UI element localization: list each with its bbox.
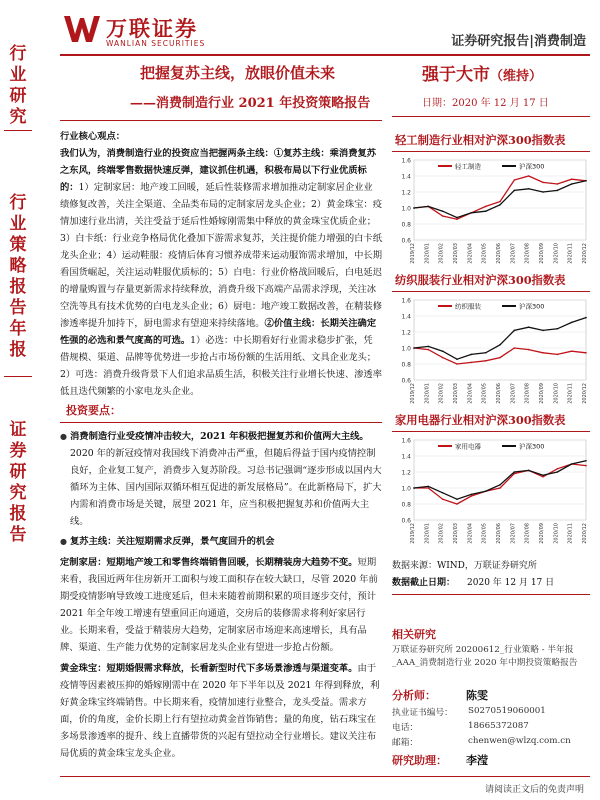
- chart-appliance: [392, 434, 590, 544]
- data-point: [585, 317, 587, 319]
- gold-paragraph: [60, 660, 382, 762]
- data-point: [557, 328, 559, 330]
- data-point: [442, 210, 444, 212]
- x-tick-label: 2020/06: [496, 383, 502, 404]
- related-heading: 相关研究: [392, 628, 436, 641]
- data-point: [499, 487, 501, 489]
- rating-badge: [422, 60, 542, 85]
- x-tick-label: 2020/10: [553, 243, 560, 264]
- y-tick-label: 1.2: [401, 469, 411, 477]
- band-char: 究: [9, 107, 27, 127]
- band-char: 券: [9, 441, 27, 461]
- y-tick-label: 1.2: [401, 329, 411, 337]
- report-body: [60, 128, 382, 762]
- legend-label: 沪深300: [519, 442, 545, 451]
- data-point: [542, 182, 544, 184]
- data-point: [428, 346, 430, 348]
- data-point: [571, 322, 573, 324]
- legend-label: 轻工制造: [455, 162, 481, 171]
- x-tick-label: 2019/12: [410, 243, 416, 264]
- analyst-phone: [392, 721, 529, 733]
- y-tick-label: 1.2: [401, 189, 411, 197]
- band-label-report: [8, 420, 28, 546]
- data-point: [413, 207, 415, 209]
- y-tick-label: 0.8: [401, 501, 411, 509]
- analyst-phone-label: 电话：: [392, 723, 419, 733]
- report-type: 证券研究报告|消费制造: [451, 34, 586, 49]
- x-tick-label: 2020/01: [424, 243, 431, 264]
- analyst-name: 陈雯: [466, 689, 488, 702]
- band-char: 证: [9, 420, 27, 440]
- series-line-industry: [414, 176, 586, 219]
- data-point: [514, 347, 516, 349]
- data-point: [585, 180, 587, 182]
- home-paragraph: [60, 554, 382, 656]
- y-tick-label: 1.6: [401, 297, 411, 305]
- x-tick-label: 2020/05: [481, 383, 488, 404]
- bullet-dot-icon: ●: [60, 537, 67, 546]
- band-char: 行: [9, 44, 27, 64]
- data-point: [557, 354, 559, 356]
- x-tick-label: 2020/07: [510, 523, 517, 544]
- invest-points-heading: 投资要点：: [66, 404, 121, 417]
- x-tick-label: 2020/03: [453, 383, 459, 404]
- x-tick-label: 2020/12: [582, 523, 588, 544]
- x-tick-label: 2019/12: [410, 523, 416, 544]
- x-tick-label: 2020/09: [539, 383, 545, 404]
- x-tick-label: 2020/02: [438, 383, 445, 404]
- data-point: [442, 492, 444, 494]
- analyst-cert-label: 执业证书编号：: [392, 708, 453, 718]
- core-view-text: 1）定制家居：地产竣工回暖，延后性装修需求增加推动定制家居企业业绩修复改善，关注全渠道、全品类布局的定制家居龙头企业；2）黄金珠宝：疫情加速行业出清，关注受益于延后性婚嫁刚需集中释放的黄金珠宝优质企业；3）白卡纸：行业竞争格局优化叠加下游需求复苏，关注提价能力增强的白卡纸龙头企业；4）运动鞋服：疫情后体育习惯养成带来运动服饰需求增加，中长期看国货崛起，关注运动鞋服优质标的；5）白电：行业价格战回暖后，白电延迟的增量购置与存量更新需求持续释放，消费升级下高端产品需求浮现，关注冰空洗等具有技术优势的白电龙头企业；6）厨电：地产竣工数据改善，在精装修渗透率提升加持下，厨电需求有望迎来持续落地。: [60, 182, 383, 329]
- related-link[interactable]: 万联证券研究所 20200612_行业策略 - 半年报_AAA_消费制造行业 2020 年中期投资策略报告: [392, 645, 578, 668]
- series-line-hs300: [414, 181, 586, 218]
- y-tick-label: 1.0: [401, 205, 411, 213]
- data-point: [442, 357, 444, 359]
- home-text: 短期来看，我国近两年住房新开工面积与竣工面积存在较大缺口，尽管 2020 年前期受疫情影响导致竣工进度延后，但未来随着前期积累的项目逐步交付，预计 2021 年全年竣工增速有望重回正向通道，交房后的装修需求将利好家居行业。长期来看，受益于精装房大趋势，定制家居市场迎来高速增长，具有品牌、渠道、生产能力优势的定制家居龙头企业有望进一步抢占份额。: [60, 557, 378, 653]
- plot-frame: [414, 440, 586, 520]
- x-tick-label: 2020/04: [467, 383, 474, 404]
- x-tick-label: 2020/10: [553, 523, 560, 544]
- data-point: [485, 210, 487, 212]
- data-point: [485, 352, 487, 354]
- data-point: [571, 350, 573, 352]
- footer-disclaimer: 请阅读正文后的免责声明: [484, 785, 584, 795]
- data-point: [456, 503, 458, 505]
- chart-divider: [392, 151, 590, 152]
- data-point: [485, 206, 487, 208]
- bullet1-text: 2020 年的新冠疫情对我国线下消费冲击严重，但随后得益于国内疫情控制良好，企业复工复产，消费步入复苏阶段。习总书记强调“逐步形成以国内大循环为主体、国内国际双循环相互促进的新发展格局”。在此新格局下，扩大内需和消费市场是关键，展望 2021 年，应当积极把握复苏和价值两大主线。: [70, 448, 382, 527]
- right-divider: [392, 116, 590, 117]
- data-point: [456, 363, 458, 365]
- analyst-email-label: 邮箱：: [392, 738, 419, 748]
- y-tick-label: 1.6: [401, 157, 411, 165]
- x-tick-label: 2020/12: [582, 243, 588, 264]
- y-tick-label: 1.4: [401, 173, 411, 181]
- x-tick-label: 2020/07: [510, 383, 517, 404]
- data-date-value: 2020 年 12 月 17 日: [467, 578, 555, 588]
- x-tick-label: 2020/08: [524, 243, 531, 264]
- band-char: 业: [9, 214, 27, 234]
- data-point: [456, 217, 458, 219]
- data-point: [542, 352, 544, 354]
- data-point: [456, 218, 458, 220]
- chart-title-light: 轻工制造行业相对沪深300指数表: [395, 133, 566, 147]
- data-point: [542, 191, 544, 193]
- data-point: [571, 178, 573, 180]
- legend-label: 沪深300: [519, 302, 545, 311]
- data-point: [442, 350, 444, 352]
- analyst-email-value[interactable]: chenwen@wlzq.com.cn: [468, 736, 571, 746]
- data-point: [485, 490, 487, 492]
- band-char: 告: [9, 298, 27, 318]
- data-point: [428, 487, 430, 489]
- data-point: [557, 183, 559, 185]
- chart-title-textile: 纺织服装行业相对沪深300指数表: [395, 273, 566, 287]
- band-char: 行: [9, 193, 27, 213]
- plot-frame: [414, 160, 586, 240]
- analyst-cert-value: S0270519060001: [468, 706, 546, 716]
- x-tick-label: 2020/09: [539, 523, 545, 544]
- data-point: [571, 463, 573, 465]
- data-point: [456, 358, 458, 360]
- data-point: [413, 487, 415, 489]
- data-point: [514, 471, 516, 473]
- x-tick-label: 2020/04: [467, 523, 474, 544]
- band-label-research: [8, 44, 28, 128]
- chart-textile: [392, 294, 590, 404]
- y-tick-label: 0.6: [401, 237, 411, 245]
- y-tick-label: 1.4: [401, 453, 411, 461]
- core-view-bold-2: ②价值主线：长期关注确定性强的必选和景气度高的可选。: [60, 318, 377, 346]
- x-tick-label: 2020/02: [438, 523, 445, 544]
- chart-light-industry: [392, 154, 590, 264]
- band-divider: [4, 376, 32, 377]
- x-tick-label: 2020/10: [553, 383, 560, 404]
- data-source: 数据来源：WIND，万联证券研究所: [392, 561, 537, 571]
- data-point: [528, 175, 530, 177]
- y-tick-label: 0.6: [401, 377, 411, 385]
- analyst-email: [392, 736, 571, 748]
- analyst-cert: [392, 706, 546, 718]
- rating-label: 强于大市: [422, 65, 490, 85]
- bullet2-bold: 复苏主线：关注短期需求反弹，景气度回升的机会: [70, 536, 275, 547]
- x-tick-label: 2020/01: [424, 523, 431, 544]
- chart-title-appliance: 家用电器行业相对沪深300指数表: [395, 413, 566, 427]
- band-char: 告: [9, 525, 27, 545]
- page-title: 把握复苏主线，放眼价值未来: [140, 64, 336, 82]
- band-char: 研: [9, 462, 27, 482]
- data-point: [413, 347, 415, 349]
- band-char: 业: [9, 65, 27, 85]
- y-tick-label: 0.8: [401, 361, 411, 369]
- company-logo: [62, 10, 232, 50]
- data-point: [528, 470, 530, 472]
- wanlian-logo-icon: [62, 12, 102, 46]
- page-subtitle: ——消费制造行业 2021 年投资策略报告: [130, 96, 371, 111]
- core-view-bold: 我们认为，消费制造行业的投资应当把握两条主线：①复苏主线：乘消费复苏之东风，终端零售数据快速反弹，建议抓住机遇，积极布局以下行业优质标的：: [60, 148, 377, 193]
- assistant-heading: 研究助理：: [392, 754, 447, 767]
- y-tick-label: 1.4: [401, 313, 411, 321]
- x-tick-label: 2020/03: [453, 243, 459, 264]
- legend-label: 沪深300: [519, 162, 545, 171]
- invest-divider: [60, 422, 382, 423]
- band-char: 报: [9, 504, 27, 524]
- x-tick-label: 2020/09: [539, 243, 545, 264]
- y-tick-label: 0.8: [401, 221, 411, 229]
- home-bold: 定制家居：短期地产竣工和零售终端销售回暖，长期精装房大趋势不变。: [60, 557, 358, 568]
- gold-bold: 黄金珠宝：短期婚假需求释放，长看新型时代下多场景渗透与渠道变革。: [60, 663, 358, 674]
- x-tick-label: 2020/07: [510, 243, 517, 264]
- y-tick-label: 0.6: [401, 517, 411, 525]
- data-point: [428, 349, 430, 351]
- series-line-hs300: [414, 461, 586, 499]
- data-point: [571, 183, 573, 185]
- data-point: [557, 471, 559, 473]
- bullet-dot-icon: ●: [60, 432, 67, 441]
- chart-divider: [392, 291, 590, 292]
- x-tick-label: 2020/06: [496, 243, 502, 264]
- band-char: 研: [9, 86, 27, 106]
- data-point: [471, 494, 473, 496]
- gold-text: 由于疫情等因素被压抑的婚嫁刚需中在 2020 年下半年以及 2021 年得到释放，利好黄金珠宝终端销售。中长期来看，疫情加速行业整合，龙头受益。需求方面，价的角度，金价长期上行有望拉动黄金首饰销售；量的角度，钻石珠宝在多场景渗透率的提升、线上直播带货的兴起有望拉动全行业增长。建议关注布局优质的黄金珠宝龙头企业。: [60, 663, 380, 759]
- data-point: [471, 362, 473, 364]
- data-point: [485, 360, 487, 362]
- series-line-hs300: [414, 318, 586, 360]
- data-point: [528, 188, 530, 190]
- band-char: 究: [9, 483, 27, 503]
- x-tick-label: 2020/08: [524, 383, 531, 404]
- x-tick-label: 2020/11: [567, 523, 574, 544]
- data-point: [499, 484, 501, 486]
- legend-label: 纺织服装: [455, 302, 481, 311]
- analyst-phone-value: 18665372087: [468, 721, 529, 731]
- source-divider: [392, 594, 590, 595]
- data-point: [514, 190, 516, 192]
- x-tick-label: 2020/11: [567, 243, 574, 264]
- data-point: [499, 204, 501, 206]
- y-tick-label: 1.0: [401, 485, 411, 493]
- data-point: [528, 326, 530, 328]
- data-date: [392, 575, 554, 588]
- core-view-heading: 行业核心观点：: [60, 131, 126, 142]
- data-point: [514, 179, 516, 181]
- data-point: [499, 344, 501, 346]
- data-point: [528, 349, 530, 351]
- y-tick-label: 1.0: [401, 345, 411, 353]
- band-divider: [4, 130, 32, 131]
- x-tick-label: 2020/05: [481, 523, 488, 544]
- band-label-strategy: [8, 193, 28, 361]
- data-point: [442, 215, 444, 217]
- x-tick-label: 2020/08: [524, 523, 531, 544]
- x-tick-label: 2020/12: [582, 383, 588, 404]
- data-point: [542, 474, 544, 476]
- data-point: [499, 201, 501, 203]
- bullet-item: [60, 428, 382, 530]
- data-point: [428, 486, 430, 488]
- band-char: 略: [9, 256, 27, 276]
- data-point: [471, 495, 473, 497]
- core-view-paragraph: [60, 145, 382, 400]
- data-point: [542, 476, 544, 478]
- chart-divider: [392, 431, 590, 432]
- band-char: 策: [9, 235, 27, 255]
- x-tick-label: 2020/04: [467, 243, 474, 264]
- data-point: [428, 206, 430, 208]
- bullet1-bold: 消费制造行业受疫情冲击较大，2021 年积极把握复苏和价值两大主线。: [70, 431, 369, 442]
- data-point: [471, 354, 473, 356]
- assistant-name: 李滢: [466, 754, 488, 767]
- y-tick-label: 1.6: [401, 437, 411, 445]
- band-char: 报: [9, 340, 27, 360]
- core-view-text-2: 1）必选：中长期看好行业需求稳步扩张，凭借规模、渠道、品牌等优势进一步抢占市场份额的生活用纸、文具企业龙头；2）可选：消费升级背景下人们追求品质生活，积极关注行业增长快速、渗透率低且迭代频繁的小家电龙头企业。: [60, 335, 383, 397]
- x-tick-label: 2020/06: [496, 523, 502, 544]
- band-char: 报: [9, 277, 27, 297]
- data-point: [456, 498, 458, 500]
- data-point: [514, 330, 516, 332]
- footer-divider: [60, 776, 590, 777]
- x-tick-label: 2020/01: [424, 383, 431, 404]
- logo-text-cn: 万联证券: [106, 17, 198, 41]
- x-tick-label: 2019/12: [410, 383, 416, 404]
- left-band: [0, 0, 36, 800]
- analyst-heading: 分析师：: [392, 689, 436, 702]
- header-divider: [60, 54, 590, 56]
- data-point: [471, 212, 473, 214]
- data-point: [585, 465, 587, 467]
- data-date-label: 数据截止日期：: [392, 578, 456, 588]
- band-char: 年: [9, 319, 27, 339]
- data-point: [442, 498, 444, 500]
- logo-text-en: WANLIAN SECURITIES: [106, 39, 206, 48]
- x-tick-label: 2020/05: [481, 243, 488, 264]
- plot-frame: [414, 300, 586, 380]
- title-divider: [60, 120, 382, 121]
- data-point: [557, 468, 559, 470]
- data-point: [542, 330, 544, 332]
- x-tick-label: 2020/02: [438, 243, 445, 264]
- data-point: [499, 357, 501, 359]
- legend-label: 家用电器: [455, 442, 481, 451]
- x-tick-label: 2020/11: [567, 383, 574, 404]
- rating-qualifier: （维持）: [490, 69, 543, 84]
- bullet-item: [60, 533, 382, 550]
- data-point: [585, 352, 587, 354]
- data-point: [585, 460, 587, 462]
- x-tick-label: 2020/03: [453, 523, 459, 544]
- data-point: [557, 190, 559, 192]
- report-date: 日期：2020 年 12 月 17 日: [422, 98, 549, 109]
